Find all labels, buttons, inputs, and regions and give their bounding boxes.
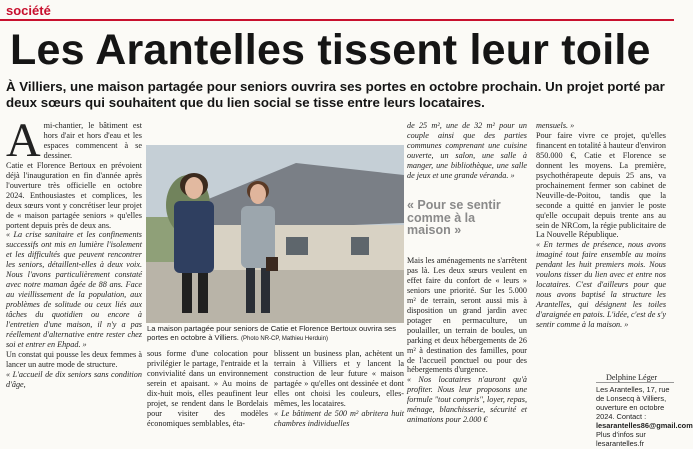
photo-illustration (146, 145, 404, 323)
info-box (596, 385, 693, 448)
paragraph: Catie et Florence Bertoux en prévoient déjà l'inauguration en fin d'année après l'ouverture très officielle en octobre 2024. Enthousiastes et complices, les deux sœurs vont y concrétiser leur projet de « maison partagée seniors » qu'elles portent depuis près de deux ans. (6, 160, 142, 230)
quote: « Nos locataires n'auront qu'à profiter. Nous leur proposons une formule "tout compris", loyer, repas, ménage, blanchisserie, sécurité et animations pour 2.000 € (407, 375, 527, 425)
article-photo (146, 145, 404, 323)
article-column-1 (6, 114, 142, 390)
paragraph: mi-chantier, le bâtiment est hors d'air et hors d'eau et les espaces commencent à se dessiner. (43, 121, 142, 160)
paragraph: blissent un business plan, achètent un terrain à Villiers et y lancent la construction de leur future « maison partagée » qu'elles ont dessinée et dont elles ont choisi les couleurs, elles-mêmes, les locataires. (274, 349, 404, 408)
pull-quote: « Pour se sentir comme à la maison » (407, 198, 501, 237)
photo-caption (147, 324, 405, 344)
info-divider (596, 382, 674, 383)
author-signature: Delphine Léger (606, 373, 658, 382)
article-column-3 (274, 349, 404, 429)
paragraph: Pour faire vivre ce projet, qu'elles financent en totalité à hauteur d'environ 850.000 €, Catie et Florence se donnent les moyens. La première, psychothérapeute depuis 25 ans, va prochainement fermer son cabinet de Neuville-de-Poitou, tandis que la seconde a quitté en janvier le poste qu'elle occupait depuis trente ans au sein de NRCom, la régie publicitaire de La Nouvelle République. (536, 130, 666, 240)
paragraph: sous forme d'une colocation pour privilégier le partage, l'entraide et la convivialité dans un environnement serein et apaisant. » Au moins de dix-huit mois, elles peaufinent leur projet, se rendent dans le Bordelais pour visiter des modèles économiques semblables, éta- (147, 349, 268, 428)
paragraph: Mais les aménagements ne s'arrêtent pas là. Les deux sœurs veulent en effet faire du confort de « leurs » seniors une priorité. Sur les 5.000 m² de terrain, seront aussi mis à disposition un grand jardin avec potager en permaculture, un poulailler, un terrain de boules, un parking et deux hébergements de 26 m² à destination des familles, pour de l'accueil ponctuel ou pour des hébergements d'urgence. (407, 256, 527, 375)
headline: Les Arantelles tissent leur toile (10, 26, 651, 74)
quote: de 25 m², une de 32 m² pour un couple ainsi que des parties communes comprenant une cuisine ouverte, un salon, une salle à manger, une bibliothèque, une salle de jeux et une grande véranda. » (407, 121, 527, 180)
quote: « L'accueil de dix seniors sans condition d'âge, (6, 369, 142, 389)
article-column-4 (407, 256, 527, 425)
article-column-5 (536, 121, 666, 330)
article-column-2 (147, 349, 268, 429)
caption-text: La maison partagée pour seniors de Catie et Florence Bertoux ouvrira ses portes en octobre à Villiers. (147, 324, 397, 342)
info-website: Plus d'infos sur lesarantelles.fr (596, 430, 646, 448)
quote: « Le bâtiment de 500 m² abritera huit chambres individuelles (274, 408, 404, 428)
quote: « La crise sanitaire et les confinements successifs ont mis en lumière l'isolement et les difficultés que peuvent rencontrer les seniors, détaillent-elles à deux voix. Nous l'avons particulièrement constaté avec notre maman âgée de 88 ans. Face au vieillissement de la population, aux problèmes de solitude ou ceux liés aux tâches du quotidien ou encore à l'entretien d'une maison, il n'y a pas réellement d'alternative entre rester chez soi et entrer en Ehpad. » (6, 230, 142, 349)
section-rule (0, 19, 674, 21)
section-label: société (6, 3, 51, 18)
paragraph: Un constat qui pousse les deux femmes à lancer un autre mode de structure. (6, 349, 142, 369)
drop-cap: A (6, 114, 41, 167)
quote: mensuels. » (536, 121, 575, 130)
article-column-4-top (407, 121, 527, 181)
lead-paragraph: À Villiers, une maison partagée pour seniors ouvrira ses portes en octobre prochain. Un projet porté par deux sœurs qui souhaitent que du lien social se tisse entre leurs locataires. (6, 79, 665, 110)
info-address: Les Arantelles, 17, rue de Lonsecq à Villiers, ouverture en octobre 2024. Contact : (596, 385, 670, 421)
info-email: lesarantelles86@gmail.com (596, 421, 693, 430)
photo-credit: (Photo NR-CP, Mathieu Herduin) (241, 336, 328, 342)
quote: « En termes de présence, nous avons imaginé tout faire ensemble au moins pendant les huit premiers mois. Nous voulons tisser du lien avec et entre nos locataires. C'est d'ailleurs pour que nous avons baptisé la structure les Arantelles, qui désignent les toiles d'araignée en patois. L'idée, c'est de s'y sentir comme à la maison. » (536, 240, 666, 330)
